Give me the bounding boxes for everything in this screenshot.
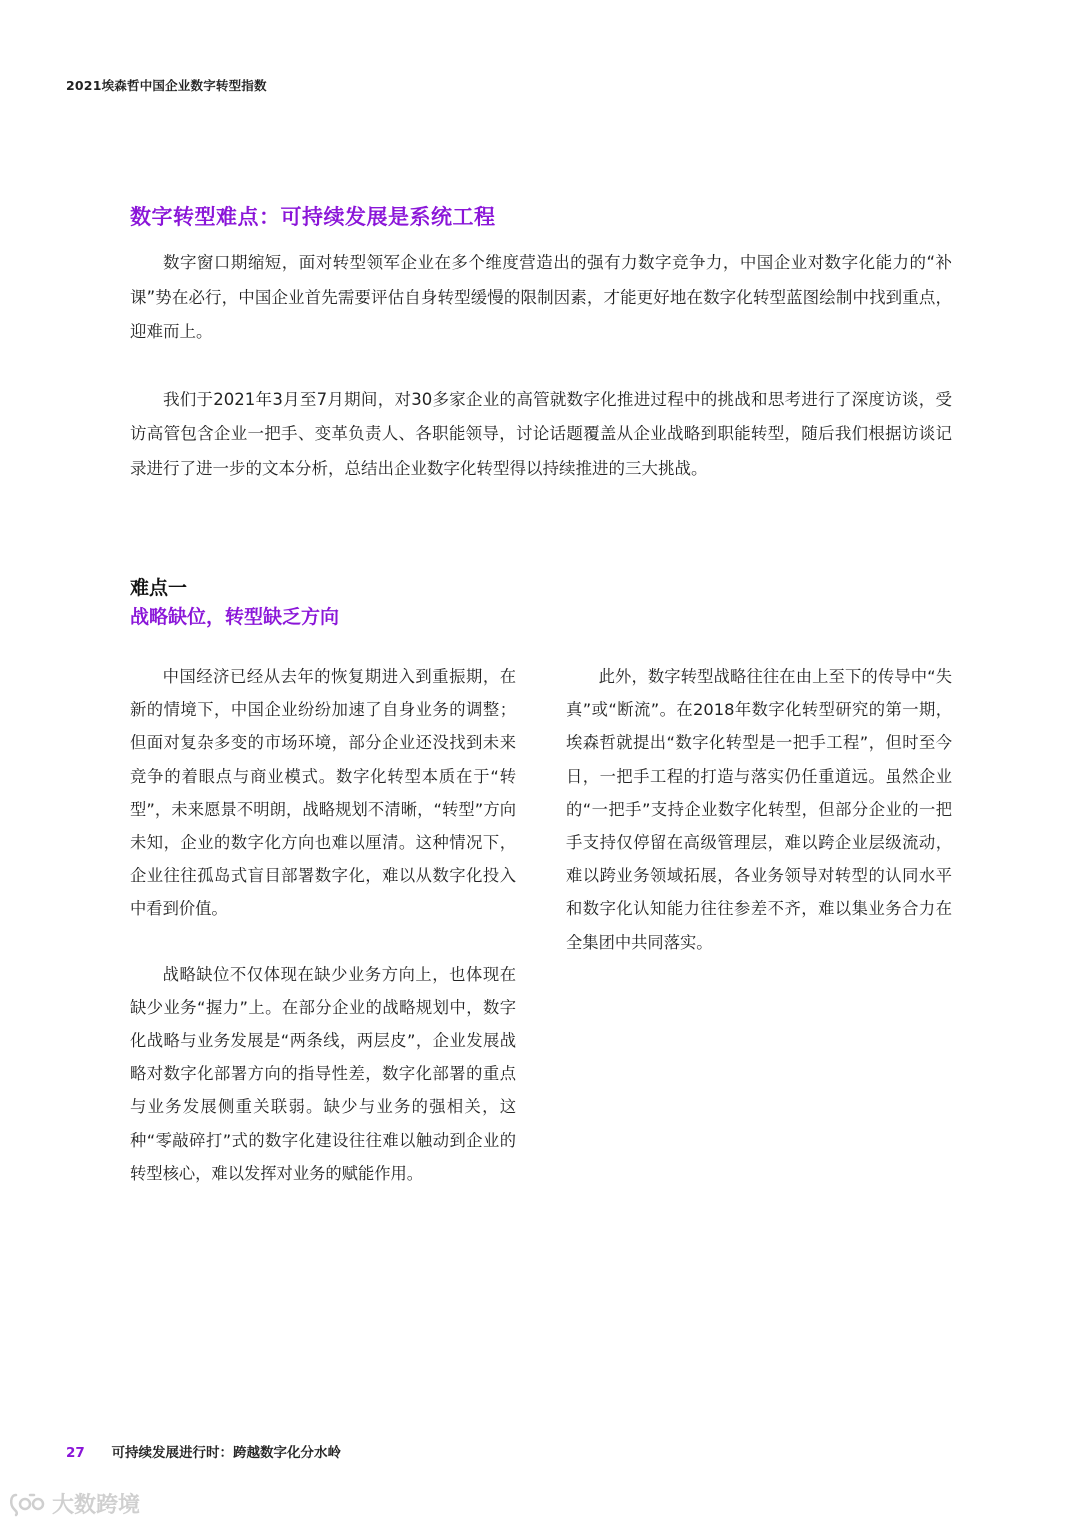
subsection-label: 难点一 bbox=[130, 577, 188, 599]
intro-paragraph: 我们于2021年3月至7月期间，对30多家企业的高管就数字化推进过程中的挑战和思考进行了深度访谈，受访高管包含企业一把手、变革负责人、各职能领导，讨论话题覆盖从企业战略到职能转型，随后我们根据访谈记录进行了进一步的文本分析，总结出企业数字化转型得以持续推进的三大挑战。 bbox=[130, 389, 952, 478]
body-paragraph: 中国经济已经从去年的恢复期进入到重振期，在新的情境下，中国企业纷纷加速了自身业务的调整；但面对复杂多变的市场环境，部分企业还没找到未来竞争的着眼点与商业模式。数字化转型本质在于“转型”，未来愿景不明朗，战略规划不清晰，“转型”方向未知，企业的数字化方向也难以厘清。这种情况下，企业往往孤岛式盲目部署数字化，难以从数字化投入中看到价值。 bbox=[130, 667, 516, 919]
intro-text bbox=[130, 246, 952, 486]
watermark-logo-icon bbox=[8, 1491, 46, 1517]
running-header: 2021埃森哲中国企业数字转型指数 bbox=[66, 78, 267, 93]
body-paragraph: 战略缺位不仅体现在缺少业务方向上，也体现在缺少业务“握力”上。在部分企业的战略规划中，数字化战略与业务发展是“两条线，两层皮”，企业发展战略对数字化部署方向的指导性差，数字化部署的重点与业务发展侧重关联弱。缺少与业务的强相关，这种“零敲碎打”式的数字化建设往往难以触动到企业的转型核心，难以发挥对业务的赋能作用。 bbox=[130, 964, 516, 1183]
left-column bbox=[130, 660, 516, 1190]
footer-title: 可持续发展进行时：跨越数字化分水岭 bbox=[111, 1445, 341, 1461]
page-number: 27 bbox=[66, 1445, 85, 1461]
intro-paragraph: 数字窗口期缩短，面对转型领军企业在多个维度营造出的强有力数字竞争力，中国企业对数字化能力的“补课”势在必行，中国企业首先需要评估自身转型缓慢的限制因素，才能更好地在数字化转型蓝图绘制中找到重点，迎难而上。 bbox=[130, 253, 952, 341]
page-footer bbox=[66, 1441, 341, 1461]
watermark-text: 大数跨境 bbox=[52, 1493, 141, 1518]
section-title: 数字转型难点：可持续发展是系统工程 bbox=[130, 205, 496, 229]
subsection-title: 战略缺位，转型缺乏方向 bbox=[130, 606, 340, 628]
right-column bbox=[566, 660, 952, 959]
body-paragraph: 此外，数字转型战略往往在由上至下的传导中“失真”或“断流”。在2018年数字化转型研究的第一期，埃森哲就提出“数字化转型是一把手工程”，但时至今日，一把手工程的打造与落实仍任重道远。虽然企业的“一把手”支持企业数字化转型，但部分企业的一把手支持仅停留在高级管理层，难以跨企业层级流动，难以跨业务领域拓展，各业务领导对转型的认同水平和数字化认知能力往往参差不齐，难以集业务合力在全集团中共同落实。 bbox=[566, 667, 952, 952]
watermark bbox=[8, 1488, 140, 1519]
